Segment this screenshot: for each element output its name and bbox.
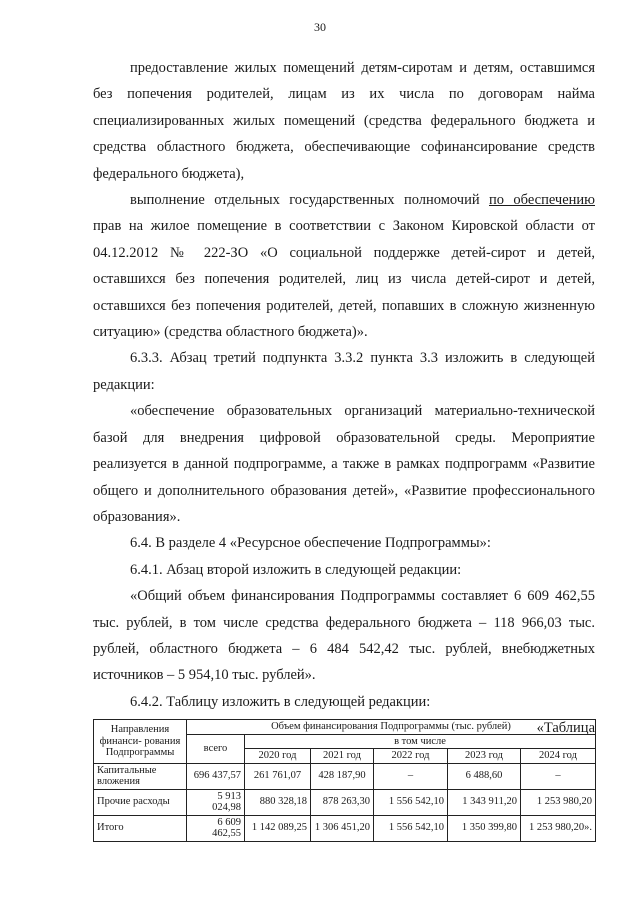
table-cell: 1 142 089,25 — [245, 815, 311, 841]
paragraph-state-powers-underlined: по обеспечению — [489, 192, 595, 209]
paragraph-digital-environment: «обеспечение образовательных организаций материально-технической базой для внедрения цифровой образовательной среды. Мероприятие реализуется в данной подпрограмме, а также в рамках подпрограмм «Развитие общего и дополнительного образования детей», «Развитие профессионального образования». — [93, 403, 595, 525]
row-name: Итого — [94, 815, 187, 841]
table-cell: 1 343 911,20 — [448, 789, 521, 815]
table-cell: 1 350 399,80 — [448, 815, 521, 841]
header-year: 2024 год — [521, 749, 596, 764]
table-cell: 261 761,07 — [245, 763, 311, 789]
table-cell: – — [374, 763, 448, 789]
page-number: 30 — [314, 20, 326, 34]
paragraph-6-3-3: 6.3.3. Абзац третий подпункта 3.3.2 пункта 3.3 изложить в следующей редакции: — [93, 350, 595, 393]
table-cell: 5 913 024,98 — [187, 789, 245, 815]
paragraph-state-powers-start: выполнение отдельных государственных полномочий — [130, 192, 489, 209]
header-year: 2023 год — [448, 749, 521, 764]
table-cell: 1 556 542,10 — [374, 789, 448, 815]
header-year: 2022 год — [374, 749, 448, 764]
table-cell: 6 609 462,55 — [187, 815, 245, 841]
table-header-row — [94, 720, 596, 735]
table-cell: 878 263,30 — [311, 789, 374, 815]
paragraph-6-4-1: 6.4.1. Абзац второй изложить в следующей редакции: — [130, 561, 462, 578]
paragraph-state-powers — [93, 187, 595, 345]
table-cell: 1 556 542,10 — [374, 815, 448, 841]
paragraph-total-funding: «Общий объем финансирования Подпрограммы составляет 6 609 462,55 тыс. рублей, в том числе средства федерального бюджета – 118 966,03 тыс. рублей, областного бюджета – 6 484 542,42 тыс. рублей, внебюджетных источников – 5 954,10 тыс. рублей». — [93, 588, 595, 684]
header-year: 2021 год — [311, 749, 374, 764]
table-cell: 6 488,60 — [448, 763, 521, 789]
header-including: в том числе — [245, 734, 596, 749]
table-cell: 1 253 980,20». — [521, 815, 596, 841]
header-total: всего — [187, 734, 245, 763]
row-name: Капитальные вложения — [94, 763, 187, 789]
financing-table — [93, 719, 596, 842]
table-cell: 1 306 451,20 — [311, 815, 374, 841]
table-cell: 1 253 980,20 — [521, 789, 596, 815]
paragraph-housing-provision: предоставление жилых помещений детям-сиротам и детям, оставшимся без попечения родителей, лицам из их числа по договорам найма специализированных жилых помещений (средства федерального бюджета и средства областного бюджета, обеспечивающие софинансирование средств федерального бюджета), — [93, 60, 595, 182]
table-row — [94, 763, 596, 789]
row-name: Прочие расходы — [94, 789, 187, 815]
table-row — [94, 815, 596, 841]
paragraph-6-4-2: 6.4.2. Таблицу изложить в следующей редакции: — [130, 693, 431, 710]
table-caption: «Таблица — [536, 720, 595, 737]
header-volume: Объем финансирования Подпрограммы (тыс. рублей) — [187, 720, 596, 735]
table-cell: 428 187,90 — [311, 763, 374, 789]
paragraph-state-powers-rest: прав на жилое помещение в соответствии с Законом Кировской области от 04.12.2012 № 222-ЗО «О социальной поддержке детей-сирот и детей, оставшихся без попечения родителей, лиц из числа детей-сирот и детей, оставшихся без попечения родителей, детей, попавших в сложную жизненную ситуацию» (средства областного бюджета)». — [93, 218, 595, 341]
header-year: 2020 год — [245, 749, 311, 764]
paragraph-6-4: 6.4. В разделе 4 «Ресурсное обеспечение Подпрограммы»: — [130, 535, 491, 552]
table-cell: 696 437,57 — [187, 763, 245, 789]
header-direction: Направления финанси- рования Подпрограммы — [94, 720, 187, 764]
table-cell: 880 328,18 — [245, 789, 311, 815]
document-body — [93, 55, 595, 742]
table-cell: – — [521, 763, 596, 789]
table-row — [94, 789, 596, 815]
